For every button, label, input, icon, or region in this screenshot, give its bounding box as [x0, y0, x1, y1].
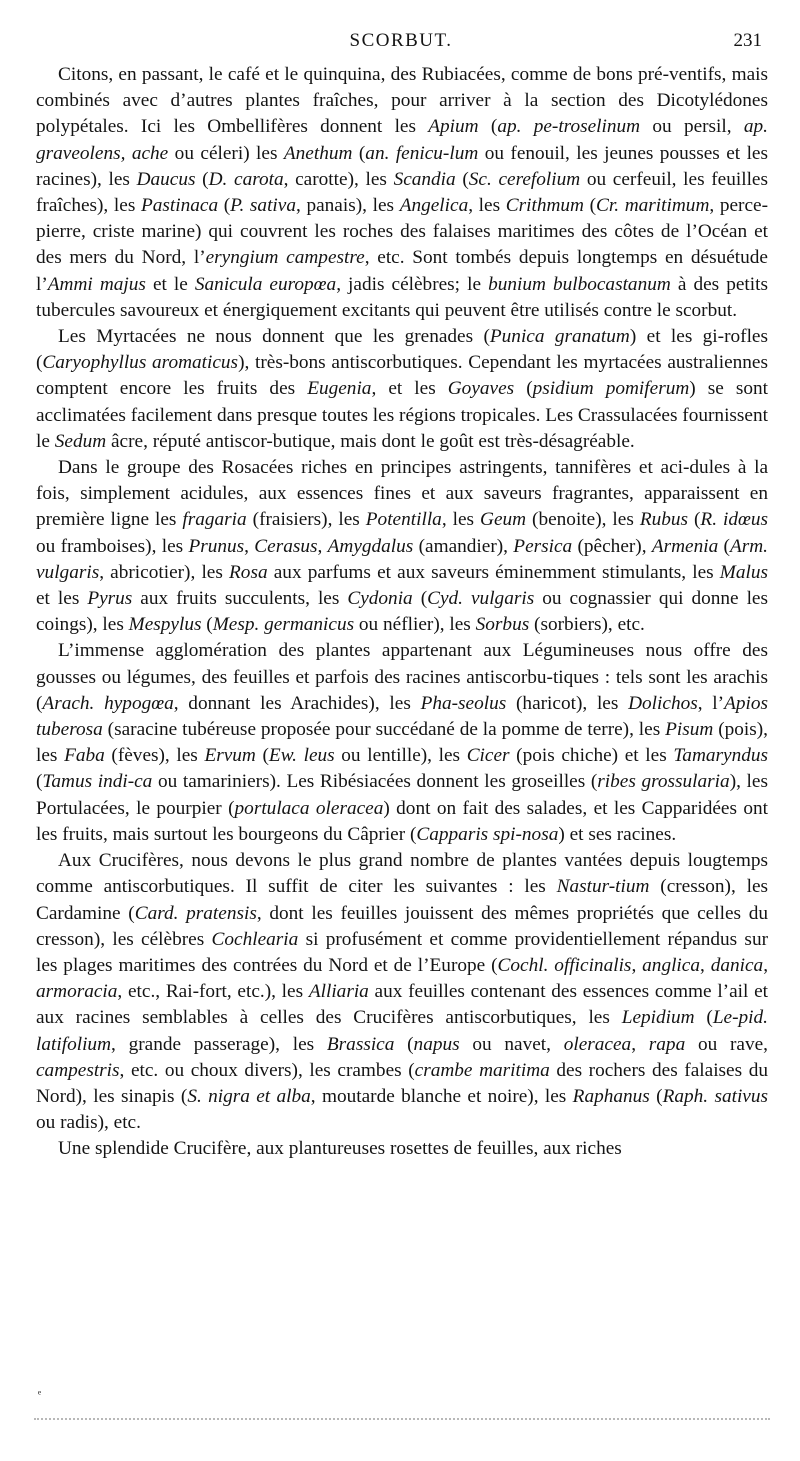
paragraph-legumineuses: L’immense agglomération des plantes appartenant aux Légumineuses nous offre des gousses ou légumes, des feuilles et parfois des racines antiscorbu-tiques : tels sont les arachis (Arach. hypogœa, donnant les Arachides), les Pha-seolus (haricot), les Dolichos, l’Apios tuberosa (saracine tubéreuse proposée pour succédané de la pomme de terre), les Pisum (pois), les Faba (fèves), les Ervum (Ew. leus ou lentille), les Cicer (pois chiche) et les Tamaryndus (Tamus indi-ca ou tamariniers). Les Ribésiacées donnent les groseilles (ribes grossularia), les Portulacées, le pourpier (portulaca oleracea) dont on fait des salades, et les Capparidées ont les fruits, mais surtout les bourgeons du Câprier (Capparis spi-nosa) et ses racines.	[36, 640, 769, 845]
paragraph-rubiacees-ombelliferes: Citons, en passant, le café et le quinquina, des Rubiacées, comme de bons pré-ventifs, mais combinés avec d’autres plantes fraîches, pour arriver à la section des Dicotylédones polypétales. Ici les Ombellifères donnent les Apium (ap. pe-troselinum ou persil, ap. graveolens, ache ou céleri) les Anethum (an. fenicu-lum ou fenouil, les jeunes pousses et les racines), les Daucus (D. carota, carotte), les Scandia (Sc. cerefolium ou cerfeuil, les feuilles fraîches), les Pastinaca (P. sativa, panais), les Angelica, les Crithmum (Cr. maritimum, perce-pierre, criste marine) qui couvrent les roches des falaises maritimes des côtes de l’Océan et des mers du Nord, l’eryngium campestre, etc. Sont tombés depuis longtemps en désuétude l’Ammi majus et le Sanicula europœa, jadis célèbres; le bunium bulbocastanum à des petits tubercules savoureux et énergiquement excitants qui peuvent être utilisés contre le scorbut.	[36, 64, 768, 321]
page-body	[36, 62, 768, 1163]
page-header	[36, 28, 766, 58]
bottom-dotted-rule	[34, 1418, 770, 1420]
paragraph-cruciferes: Aux Crucifères, nous devons le plus grand nombre de plantes vantées depuis lougtemps comme antiscorbutiques. Il suffit de citer les suivantes : les Nastur-tium (cresson), les Cardamine (Card. pratensis, dont les feuilles jouissent des mêmes propriétés que celles du cresson), les célèbres Cochlearia si profusément et comme providentiellement répandus sur les plages maritimes des contrées du Nord et de l’Europe (Cochl. officinalis, anglica, danica, armoracia, etc., Rai-fort, etc.), les Alliaria aux feuilles contenant des essences comme l’ail et aux racines semblables à celles des Crucifères antiscorbutiques, les Lepidium (Le-pid. latifolium, grande passerage), les Brassica (napus ou navet, oleracea, rapa ou rave, campestris, etc. ou choux divers), les crambes (crambe maritima des rochers des falaises du Nord), les sinapis (S. nigra et alba, moutarde blanche et noire), les Raphanus (Raph. sativus ou radis), etc.	[36, 850, 769, 1134]
paragraph-rosacees: Dans le groupe des Rosacées riches en principes astringents, tannifères et aci-dules à la fois, simplement acidules, aux essences fines et aux saveurs fragrantes, apparaissent en première ligne les fragaria (fraisiers), les Potentilla, les Geum (benoite), les Rubus (R. idœus ou framboises), les Prunus, Cerasus, Amygdalus (amandier), Persica (pêcher), Armenia (Arm. vulgaris, abricotier), les Rosa aux parfums et aux saveurs éminemment stimulants, les Malus et les Pyrus aux fruits succulents, les Cydonia (Cyd. vulgaris ou cognassier qui donne les coings), les Mespylus (Mesp. germanicus ou néflier), les Sorbus (sorbiers), etc.	[36, 457, 768, 636]
running-title: SCORBUT.	[349, 30, 453, 51]
paragraph-continuation: Une splendide Crucifère, aux plantureuses rosettes de feuilles, aux riches	[58, 1138, 622, 1160]
page-number: 231	[733, 30, 762, 51]
printer-mark: ᵉ	[38, 1387, 42, 1401]
paragraph-myrtacees: Les Myrtacées ne nous donnent que les grenades (Punica granatum) et les gi-rofles (Caryophyllus aromaticus), très-bons antiscorbutiques. Cependant les myrtacées australiennes comptent encore les fruits des Eugenia, et les Goyaves (psidium pomiferum) se sont acclimatées facilement dans presque toutes les régions tropicales. Les Crassulacées fournissent le Sedum âcre, réputé antiscor-butique, mais dont le goût est très-désagréable.	[36, 326, 768, 452]
